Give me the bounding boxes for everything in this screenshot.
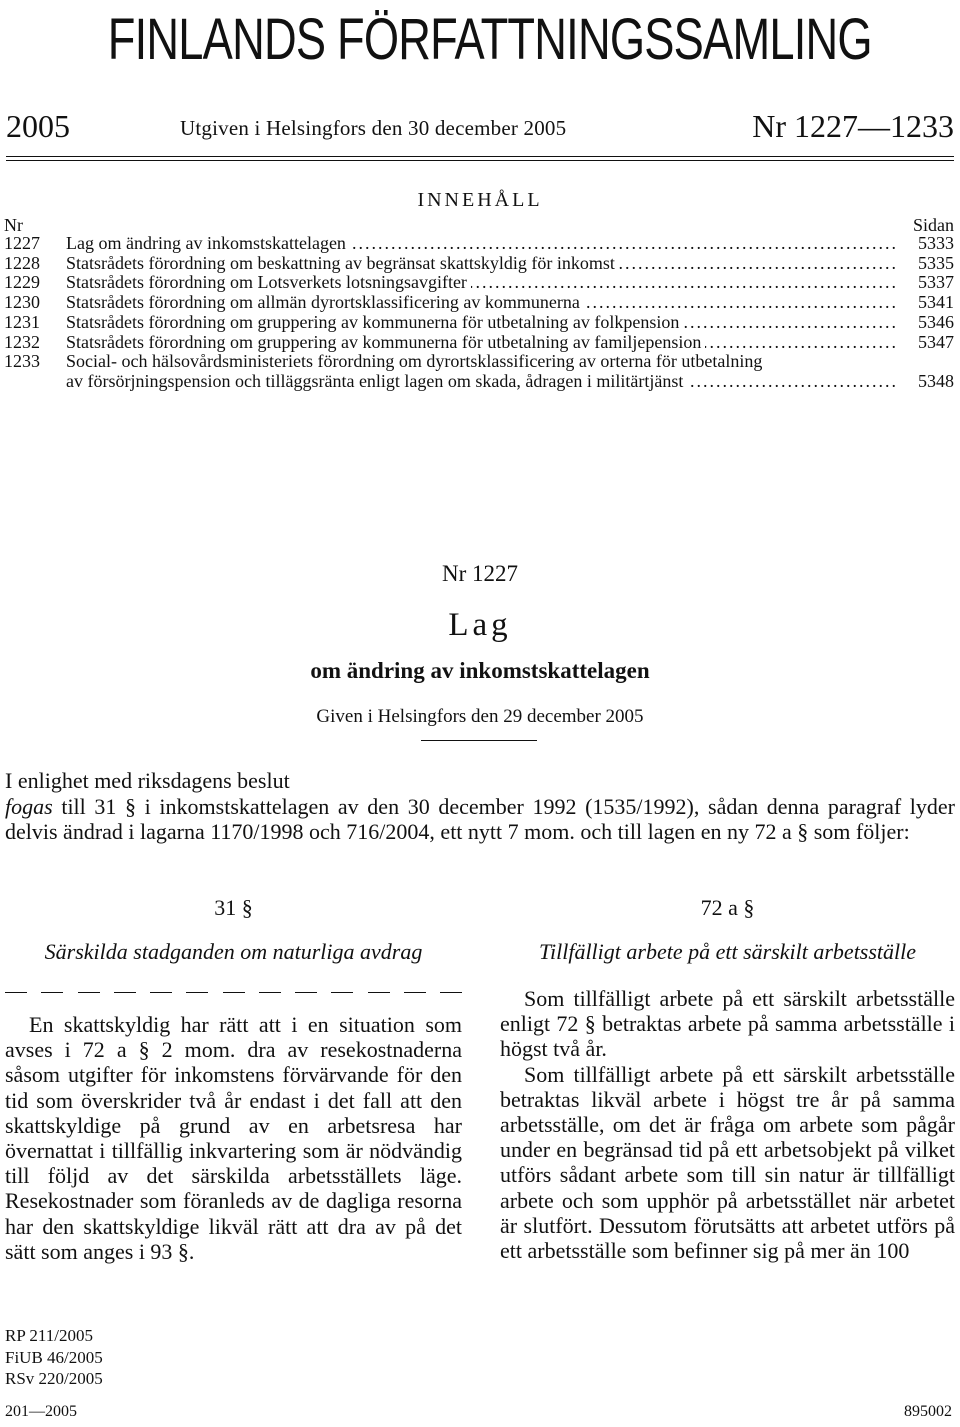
- toc-entry-text: av försörjningspension och tilläggsränta enligt lagen om skada, ådragen i militärtjänst: [66, 372, 687, 391]
- toc-col-nr: Nr: [4, 215, 23, 235]
- toc-entry[interactable]: [4, 254, 954, 274]
- toc-entry-text: Statsrådets förordning om Lotsverkets lotsningsavgifter: [66, 273, 471, 292]
- toc-entry-page: 5347: [918, 331, 954, 352]
- law-number: Nr 1227: [441, 561, 519, 586]
- toc-entry-text: Statsrådets förordning om gruppering av kommunerna för utbetalning av folkpension: [66, 313, 683, 332]
- masthead-numbers: Nr 1227—1233: [752, 108, 954, 144]
- preamble-rest: till 31 § i inkomstskattelagen av den 30 december 1992 (1535/1992), sådan denna paragraf lyder delvis ändrad i lagarna 1170/1998 och 716/2004, ett nytt 7 mom. och till lagen en ny 72 a § som följer:: [5, 793, 955, 844]
- preamble-body: [5, 794, 955, 845]
- toc-entry-nr: 1229: [4, 272, 40, 293]
- toc-entry[interactable]: [4, 293, 954, 313]
- toc-col-page: Sidan: [912, 215, 954, 235]
- toc-entry[interactable]: [4, 352, 954, 372]
- preamble-fogas: fogas: [5, 793, 53, 819]
- toc-entry[interactable]: [4, 333, 954, 353]
- toc-entry-nr: 1233: [4, 351, 40, 372]
- separator-rule: [421, 740, 537, 741]
- section-number: 72 a §: [700, 895, 755, 920]
- section-number: 31 §: [214, 895, 253, 920]
- legislative-references: [5, 1325, 103, 1390]
- toc-entry-nr: 1227: [4, 233, 40, 253]
- toc-heading: INNEHÅLL: [417, 189, 543, 211]
- section-31-column: [5, 894, 462, 1264]
- toc-entry-text: Social- och hälsovårdsministeriets förordning om dyrortsklassificering av orterna för utbetalning: [66, 352, 766, 371]
- toc-entry[interactable]: [4, 234, 954, 254]
- masthead-year: 2005: [6, 108, 70, 144]
- masthead-issued: Utgiven i Helsingfors den 30 december 2005: [180, 116, 567, 140]
- table-of-contents: [4, 234, 954, 392]
- toc-entry-text: Lag om ändring av inkomstskattelagen: [66, 234, 350, 253]
- toc-entry-text: Statsrådets förordning om allmän dyrortsklassificering av kommunerna: [66, 293, 584, 312]
- section-72a-column: [500, 894, 955, 1263]
- section-heading: Särskilda stadganden om naturliga avdrag: [44, 939, 423, 964]
- ref-rsv: RSv 220/2005: [5, 1369, 103, 1388]
- toc-entry-page: 5346: [918, 311, 954, 332]
- law-preamble: [5, 768, 955, 845]
- footer-right-code: 895002: [904, 1403, 952, 1420]
- omission-dashes: [5, 978, 462, 1004]
- toc-entry-nr: 1232: [4, 331, 40, 352]
- section-paragraph: Som tillfälligt arbete på ett särskilt arbetsställe enligt 72 § betraktas arbete på samma arbetsställe i högst två år.: [500, 986, 955, 1062]
- toc-entry-continuation[interactable]: [4, 372, 954, 392]
- toc-entry-page: 5348: [918, 370, 954, 391]
- ref-rp: RP 211/2005: [5, 1326, 94, 1345]
- ref-fiub: FiUB 46/2005: [5, 1347, 103, 1367]
- toc-entry[interactable]: [4, 313, 954, 333]
- toc-entry-page: 5335: [918, 252, 954, 273]
- section-paragraph: Som tillfälligt arbete på ett särskilt arbetsställe betraktas likväl arbete i högst tre år på samma arbetsställe, om det är fråga om arbete som pågår under en begränsad tid på ett arbetsobjekt på vilket utförs sådant arbete som till sin natur är tillfälligt arbete och som upphör på arbetsstället när arbetet är slutfört. Dessutom förutsätts att arbetet utförs på ett arbetsställe som befinner sig på mer än 100: [500, 1061, 955, 1264]
- law-title: om ändring av inkomstskattelagen: [310, 658, 650, 683]
- toc-entry-nr: 1231: [4, 311, 40, 332]
- toc-entry-text: Statsrådets förordning om gruppering av kommunerna för utbetalning av familjepension: [66, 333, 705, 352]
- preamble-line1: I enlighet med riksdagens beslut: [5, 768, 290, 793]
- toc-entry[interactable]: [4, 273, 954, 293]
- section-heading: Tillfälligt arbete på ett särskilt arbetsställe: [538, 939, 917, 964]
- footer-left-code: 201—2005: [5, 1403, 77, 1420]
- law-type: Lag: [448, 607, 512, 643]
- section-paragraph: En skattskyldig har rätt att i en situation som avses i 72 a § 2 mom. dra av resekostnaderna såsom utgifter för inkomstens förvärvande för den tid som överskrider två år endast i det fall att den skattskyldige på grund av en arbetsresa har övernattat i tillfällig inkvartering som är nödvändig till följd av det särskilda arbetsställets läge. Resekostnader som föranleds av de dagliga resorna har den skattskyldige likväl rätt att dra av på det sätt som anges i 93 §.: [5, 1012, 462, 1264]
- toc-entry-text: Statsrådets förordning om beskattning av begränsat skattskyldig för inkomst: [66, 254, 619, 273]
- toc-entry-page: 5337: [918, 272, 954, 293]
- toc-entry-page: 5341: [918, 292, 954, 313]
- toc-entry-page: 5333: [918, 233, 954, 253]
- publication-title: FINLANDS FÖRFATTNINGSSAMLING: [107, 7, 872, 72]
- masthead-line: [6, 104, 954, 148]
- toc-entry-nr: 1230: [4, 292, 40, 313]
- toc-entry-nr: 1228: [4, 252, 40, 273]
- masthead-double-rule: [6, 156, 954, 161]
- law-given-date: Given i Helsingfors den 29 december 2005: [316, 706, 644, 727]
